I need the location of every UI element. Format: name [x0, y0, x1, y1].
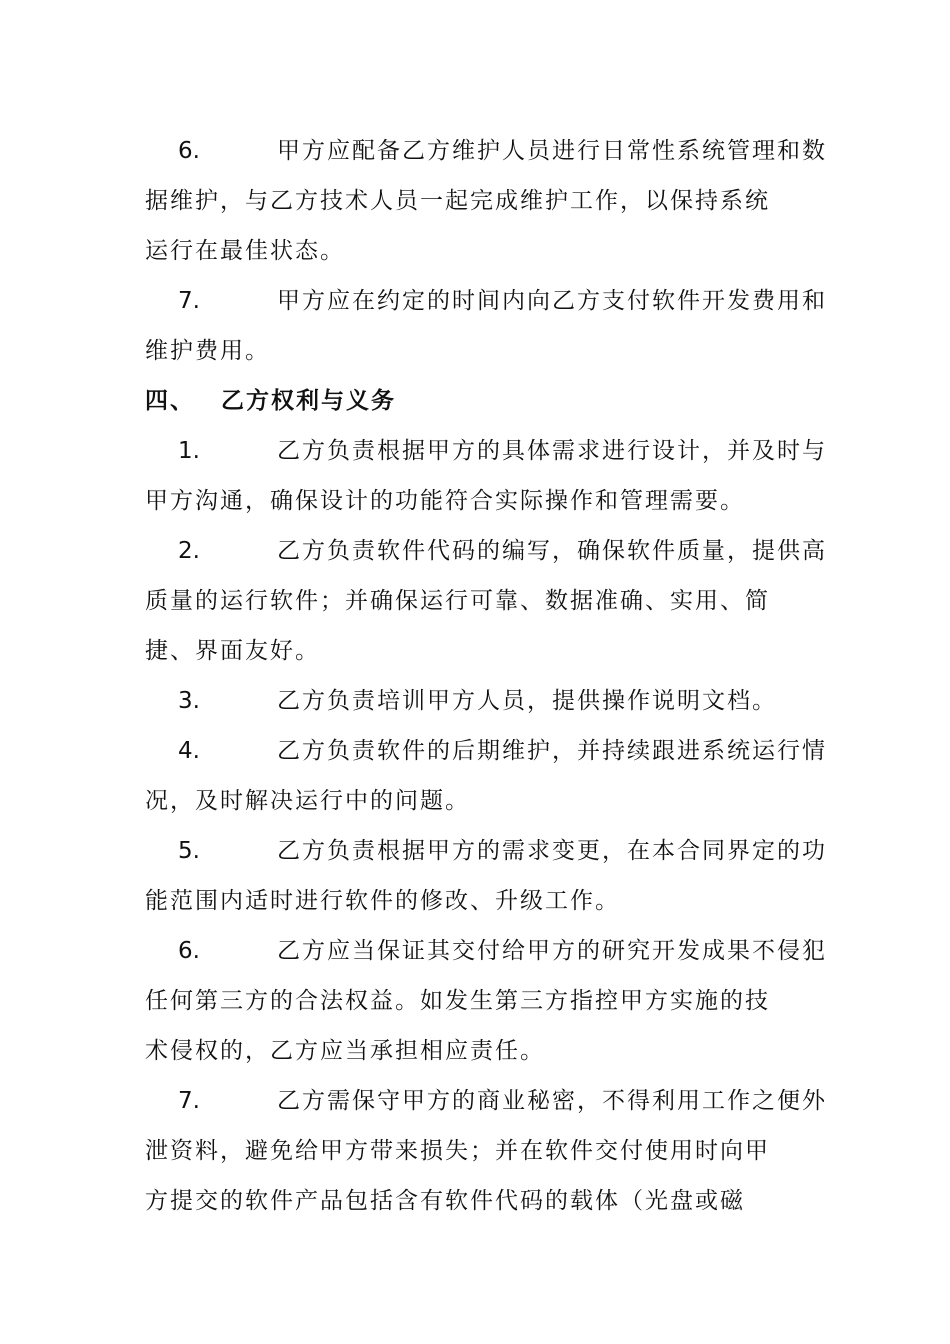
item-text-line: 运行在最佳状态。 — [145, 238, 345, 264]
item-text-line: 维护费用。 — [145, 338, 270, 364]
item-number: 4. — [178, 738, 200, 764]
item-text-line: 乙方负责根据甲方的需求变更，在本合同界定的功 — [277, 838, 827, 864]
item-text-line: 甲方沟通，确保设计的功能符合实际操作和管理需要。 — [145, 488, 745, 514]
list-item-3-6 — [145, 126, 827, 276]
item-text-line: 术侵权的，乙方应当承担相应责任。 — [145, 1038, 545, 1064]
list-item-3-7 — [145, 276, 827, 376]
list-item-4-7 — [145, 1076, 827, 1226]
section-title: 乙方权利与义务 — [221, 387, 396, 414]
item-text-line: 泄资料，避免给甲方带来损失；并在软件交付使用时向甲 — [145, 1138, 770, 1164]
list-item-4-6 — [145, 926, 827, 1076]
item-text-line: 甲方应在约定的时间内向乙方支付软件开发费用和 — [277, 288, 827, 314]
list-item-4-5 — [145, 826, 827, 926]
list-item-4-1 — [145, 426, 827, 526]
item-number: 1. — [178, 438, 200, 464]
item-text-line: 乙方负责培训甲方人员，提供操作说明文档。 — [277, 688, 777, 714]
section-heading — [145, 376, 396, 426]
section-number: 四、 — [145, 387, 195, 414]
list-item-4-4 — [145, 726, 827, 826]
item-text-line: 能范围内适时进行软件的修改、升级工作。 — [145, 888, 620, 914]
list-item-4-2 — [145, 526, 827, 676]
item-text-line: 任何第三方的合法权益。如发生第三方指控甲方实施的技 — [145, 988, 770, 1014]
item-text-line: 乙方负责根据甲方的具体需求进行设计，并及时与 — [277, 438, 827, 464]
item-text-line: 乙方需保守甲方的商业秘密，不得利用工作之便外 — [277, 1088, 827, 1114]
item-text-line: 方提交的软件产品包括含有软件代码的载体（光盘或磁 — [145, 1188, 745, 1214]
item-number: 7. — [178, 288, 200, 314]
item-text-line: 乙方应当保证其交付给甲方的研究开发成果不侵犯 — [277, 938, 827, 964]
item-text-line: 捷、界面友好。 — [145, 638, 320, 664]
item-number: 6. — [178, 138, 200, 164]
item-text-line: 质量的运行软件；并确保运行可靠、数据准确、实用、简 — [145, 588, 770, 614]
item-number: 7. — [178, 1088, 200, 1114]
item-text-line: 况，及时解决运行中的问题。 — [145, 788, 470, 814]
item-text-line: 甲方应配备乙方维护人员进行日常性系统管理和数 — [277, 138, 827, 164]
list-item-4-3 — [145, 676, 817, 726]
item-text-line: 乙方负责软件的后期维护，并持续跟进系统运行情 — [277, 738, 827, 764]
item-number: 5. — [178, 838, 200, 864]
item-number: 2. — [178, 538, 200, 564]
item-number: 6. — [178, 938, 200, 964]
item-number: 3. — [178, 688, 200, 714]
item-text-line: 乙方负责软件代码的编写，确保软件质量，提供高 — [277, 538, 827, 564]
item-text-line: 据维护，与乙方技术人员一起完成维护工作，以保持系统 — [145, 188, 770, 214]
